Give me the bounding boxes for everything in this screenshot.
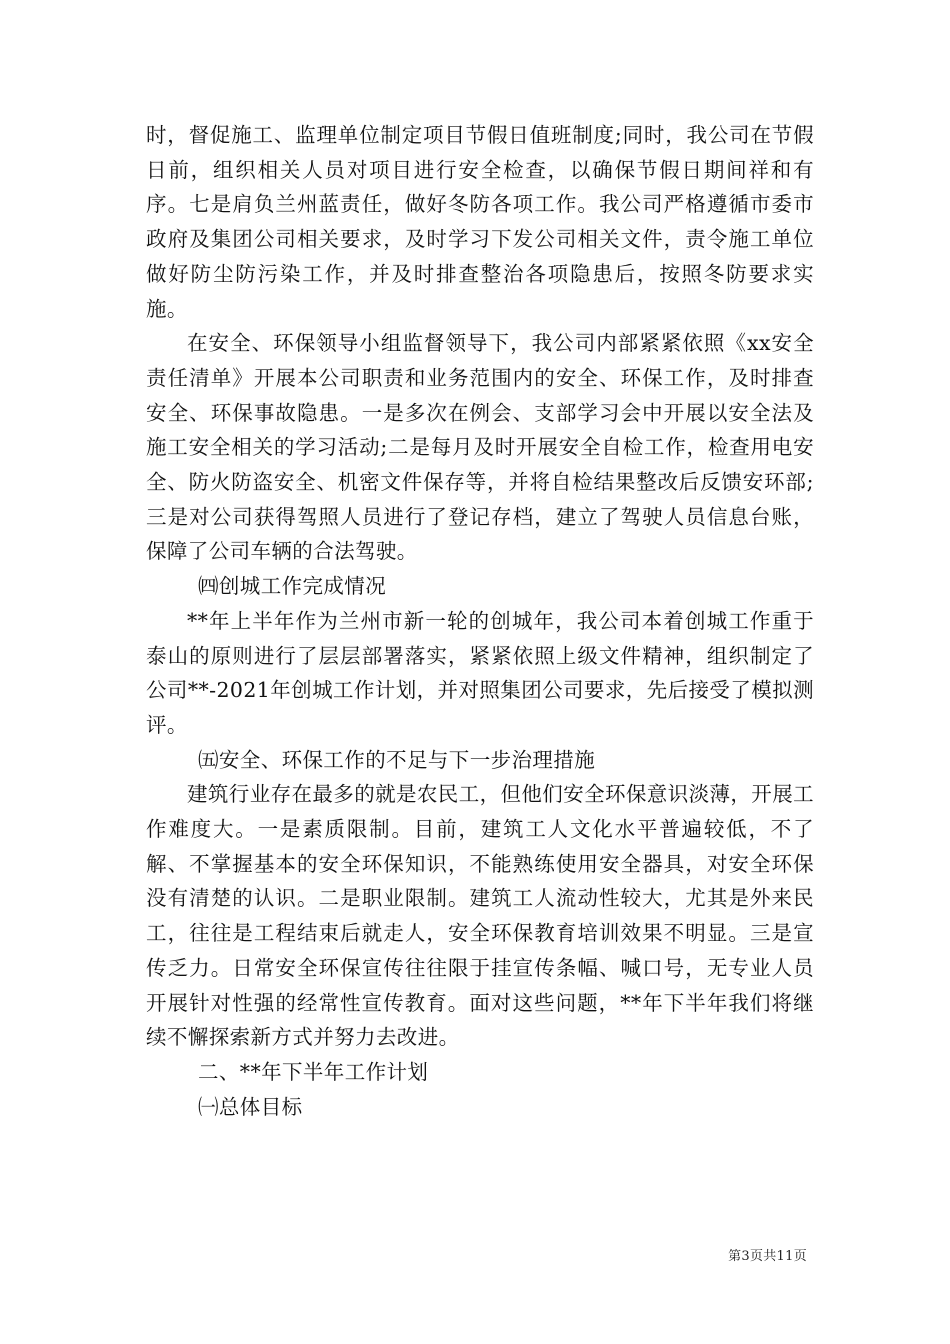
heading-shortcomings: ㈤安全、环保工作的不足与下一步治理措施 xyxy=(198,747,596,772)
heading-city-creation: ㈣创城工作完成情况 xyxy=(198,574,387,599)
paragraph-shortcomings: 建筑行业存在最多的就是农民工，但他们安全环保意识淡薄，开展工作难度大。一是素质限制。目前，建筑工人文化水平普遍较低，不了解、不掌握基本的安全环保知识，不能熟练使用安全器具，对安全环保没有清楚的认识。二是职业限制。建筑工人流动性较大，尤其是外来民工，往往是工程结束后就走人，安全环保教育培训效果不明显。三是宣传乏力。日常安全环保宣传往往限于挂宣传条幅、喊口号，无专业人员开展针对性强的经常性宣传教育。面对这些问题，**年下半年我们将继续不懈探索新方式并努力去改进。 xyxy=(146,782,814,1050)
paragraph-city-creation: **年上半年作为兰州市新一轮的创城年，我公司本着创城工作重于泰山的原则进行了层层部署落实，紧紧依照上级文件精神，组织制定了公司**-2021年创城工作计划，并对照集团公司要求，先后接受了模拟测评。 xyxy=(146,608,814,737)
paragraph-holiday-safety: 时，督促施工、监理单位制定项目节假日值班制度;同时，我公司在节假日前，组织相关人员对项目进行安全检查，以确保节假日期间祥和有序。七是肩负兰州蓝责任，做好冬防各项工作。我公司严格遵循市委市政府及集团公司相关要求，及时学习下发公司相关文件，责令施工单位做好防尘防污染工作，并及时排查整治各项隐患后，按照冬防要求实施。 xyxy=(146,123,814,321)
document-body xyxy=(146,118,814,1124)
page-number: 第3页共11页 xyxy=(728,1249,807,1264)
heading-overall-goal: ㈠总体目标 xyxy=(198,1094,303,1119)
paragraph-safety-responsibility: 在安全、环保领导小组监督领导下，我公司内部紧紧依照《xx安全责任清单》开展本公司职责和业务范围内的安全、环保工作，及时排查安全、环保事故隐患。一是多次在例会、支部学习会中开展以安全法及施工安全相关的学习活动;二是每月及时开展安全自检工作，检查用电安全、防火防盗安全、机密文件保存等，并将自检结果整改后反馈安环部;三是对公司获得驾照人员进行了登记存档，建立了驾驶人员信息台账，保障了公司车辆的合法驾驶。 xyxy=(146,331,814,564)
heading-work-plan: 二、**年下半年工作计划 xyxy=(198,1059,429,1084)
